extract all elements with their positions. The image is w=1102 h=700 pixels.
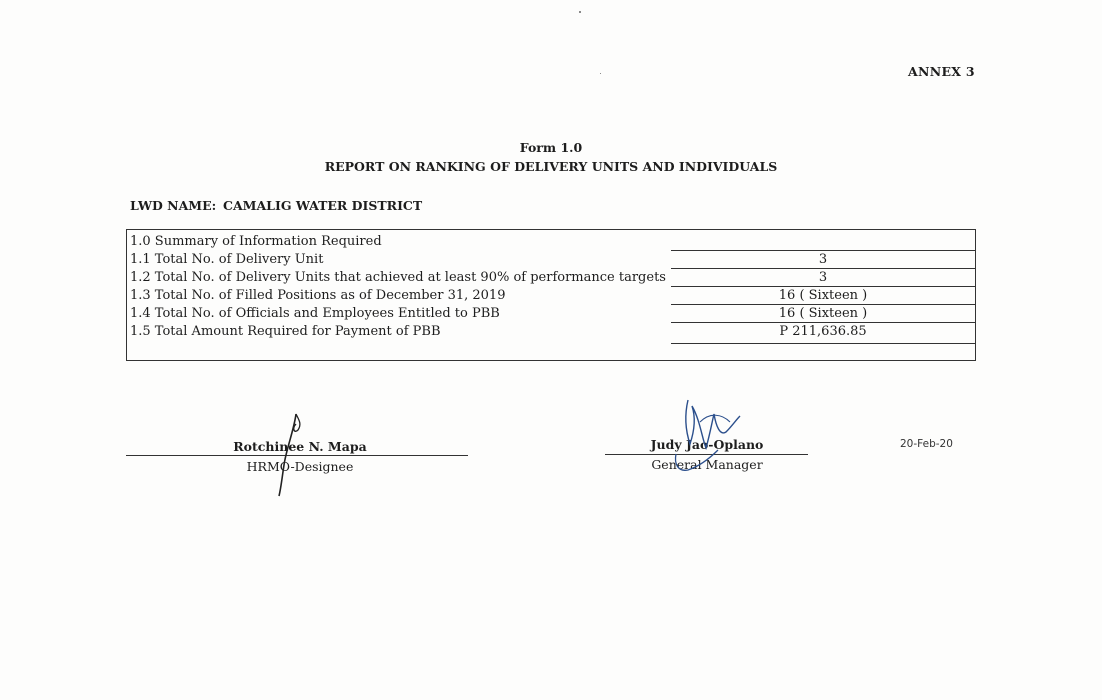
summary-row	[127, 269, 975, 287]
signatory-name-hrmo: Rotchinee N. Mapa	[233, 439, 367, 454]
signatory-title-gm: General Manager	[651, 457, 763, 472]
summary-row-label: 1.3 Total No. of Filled Positions as of December 31, 2019	[130, 288, 506, 303]
summary-row-label: 1.4 Total No. of Officials and Employees Entitled to PBB	[130, 306, 500, 321]
scan-speck	[579, 11, 581, 13]
summary-heading: 1.0 Summary of Information Required	[130, 234, 382, 249]
signatory-name-gm: Judy Jao-Oplano	[650, 437, 764, 452]
summary-heading-value	[671, 233, 975, 251]
summary-row-value: P 211,636.85	[671, 323, 975, 344]
form-title: REPORT ON RANKING OF DELIVERY UNITS AND INDIVIDUALS	[324, 159, 778, 174]
summary-row-value: 16 ( Sixteen )	[671, 287, 975, 305]
summary-row-label: 1.5 Total Amount Required for Payment of PBB	[130, 324, 441, 339]
signature-line-gm	[605, 454, 808, 455]
signature-line-hrmo	[126, 455, 468, 456]
lwd-name-value: CAMALIG WATER DISTRICT	[223, 198, 423, 213]
summary-row-label: 1.1 Total No. of Delivery Unit	[130, 252, 324, 267]
annex-label: ANNEX 3	[908, 64, 975, 79]
lwd-name-label: LWD NAME:	[130, 198, 217, 213]
summary-row-value: 3	[671, 251, 975, 269]
summary-row-value: 3	[671, 269, 975, 287]
summary-row-label: 1.2 Total No. of Delivery Units that achieved at least 90% of performance targets	[130, 270, 666, 285]
signing-date: 20-Feb-20	[900, 438, 953, 450]
summary-row	[127, 287, 975, 305]
summary-row	[127, 305, 975, 323]
signatory-title-hrmo: HRMO-Designee	[246, 459, 354, 474]
summary-row	[127, 323, 975, 341]
summary-row-value: 16 ( Sixteen )	[671, 305, 975, 323]
scan-speck	[600, 73, 601, 74]
form-number: Form 1.0	[519, 140, 583, 155]
summary-row	[127, 251, 975, 269]
summary-heading-row	[127, 233, 975, 251]
summary-table	[126, 229, 976, 361]
